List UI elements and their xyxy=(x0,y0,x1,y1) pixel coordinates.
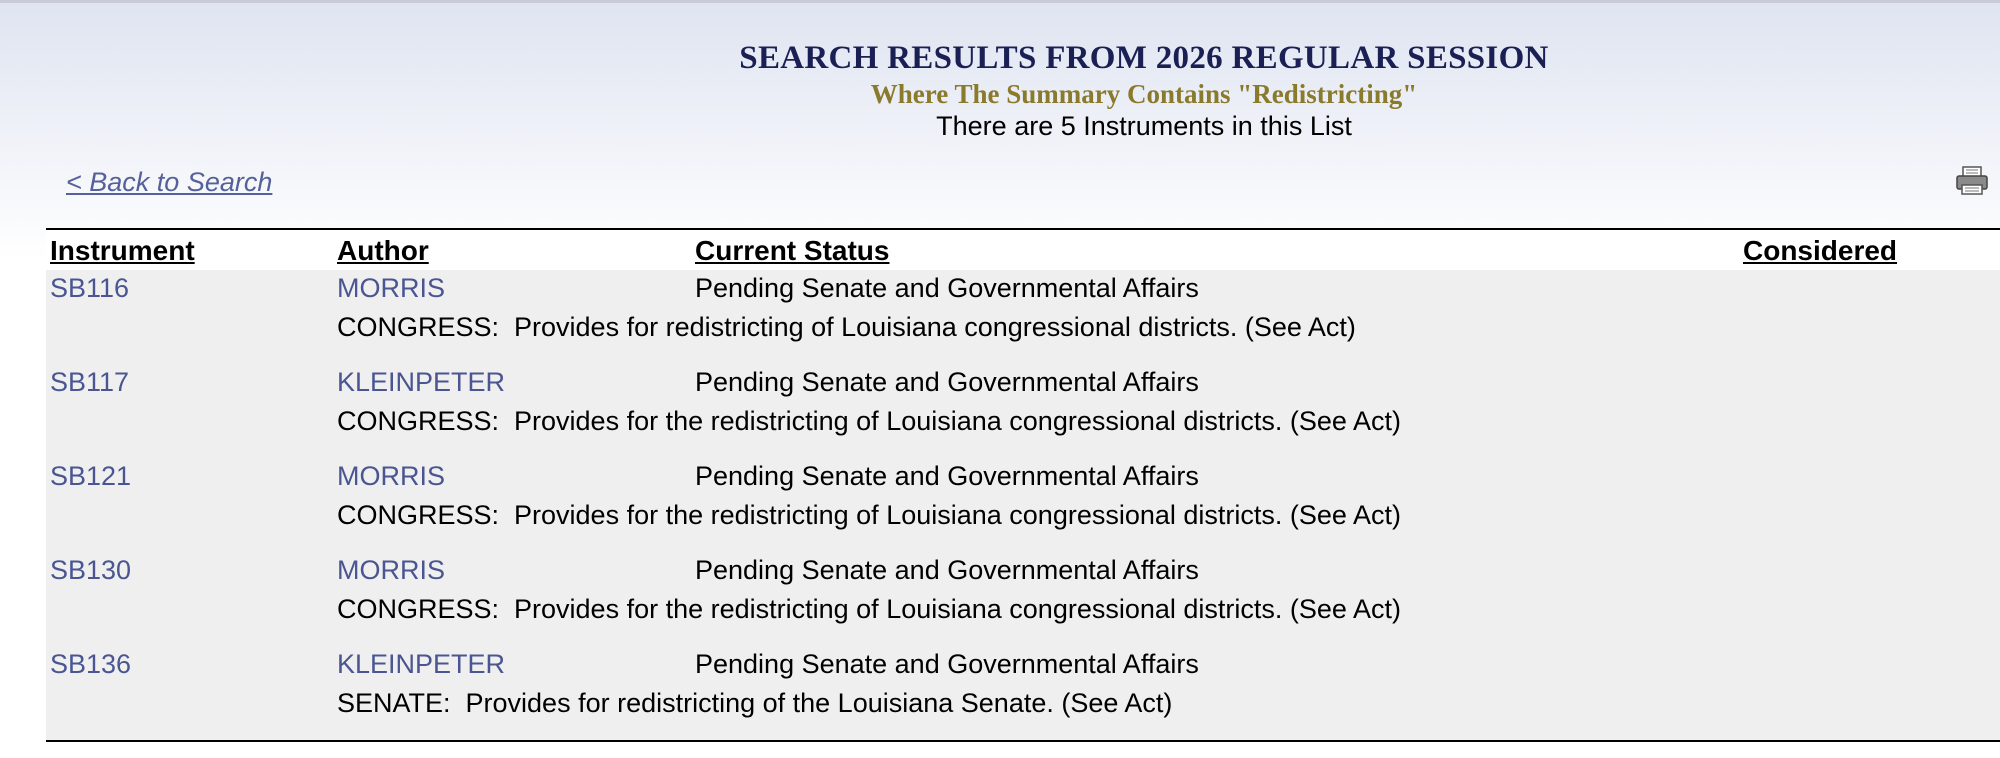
summary-text: CONGRESS: Provides for the redistricting of Louisiana congressional districts. (See Act) xyxy=(337,406,1401,436)
author-link[interactable]: MORRIS xyxy=(337,461,445,491)
author-link[interactable]: KLEINPETER xyxy=(337,649,506,679)
summary-text: CONGRESS: Provides for redistricting of Louisiana congressional districts. (See Act) xyxy=(337,312,1356,342)
instrument-link[interactable]: SB116 xyxy=(50,273,130,303)
status-text: Pending Senate and Governmental Affairs xyxy=(695,649,1199,679)
table-row xyxy=(46,270,2000,364)
table-row xyxy=(46,646,2000,740)
column-header-instrument[interactable]: Instrument xyxy=(50,235,195,266)
page-title: SEARCH RESULTS FROM 2026 REGULAR SESSION xyxy=(739,40,1549,76)
status-text: Pending Senate and Governmental Affairs xyxy=(695,273,1199,303)
status-text: Pending Senate and Governmental Affairs xyxy=(695,367,1199,397)
back-to-search-link[interactable]: < Back to Search xyxy=(66,167,273,197)
status-text: Pending Senate and Governmental Affairs xyxy=(695,555,1199,585)
summary-text: CONGRESS: Provides for the redistricting of Louisiana congressional districts. (See Act) xyxy=(337,594,1401,624)
table-row xyxy=(46,458,2000,552)
summary-text: SENATE: Provides for redistricting of the Louisiana Senate. (See Act) xyxy=(337,688,1173,718)
summary-text: CONGRESS: Provides for the redistricting of Louisiana congressional districts. (See Act) xyxy=(337,500,1401,530)
author-link[interactable]: KLEINPETER xyxy=(337,367,506,397)
author-link[interactable]: MORRIS xyxy=(337,273,445,303)
table-header xyxy=(46,230,2000,270)
author-link[interactable]: MORRIS xyxy=(337,555,445,585)
results-table xyxy=(46,228,2000,742)
page-header xyxy=(0,38,2000,142)
table-row xyxy=(46,552,2000,646)
printer-icon[interactable] xyxy=(1955,166,1989,196)
column-header-status[interactable]: Current Status xyxy=(695,235,890,266)
result-count: There are 5 Instruments in this List xyxy=(936,111,1352,141)
page-subtitle: Where The Summary Contains "Redistricting" xyxy=(870,79,1418,109)
column-header-considered[interactable]: Considered xyxy=(1743,235,1898,266)
instrument-link[interactable]: SB117 xyxy=(50,367,130,397)
table-bottom-rule xyxy=(46,740,2000,742)
instrument-link[interactable]: SB136 xyxy=(50,649,132,679)
status-text: Pending Senate and Governmental Affairs xyxy=(695,461,1199,491)
instrument-link[interactable]: SB121 xyxy=(50,461,132,491)
table-row xyxy=(46,364,2000,458)
top-border xyxy=(0,0,2000,3)
column-header-author[interactable]: Author xyxy=(337,235,429,266)
instrument-link[interactable]: SB130 xyxy=(50,555,132,585)
